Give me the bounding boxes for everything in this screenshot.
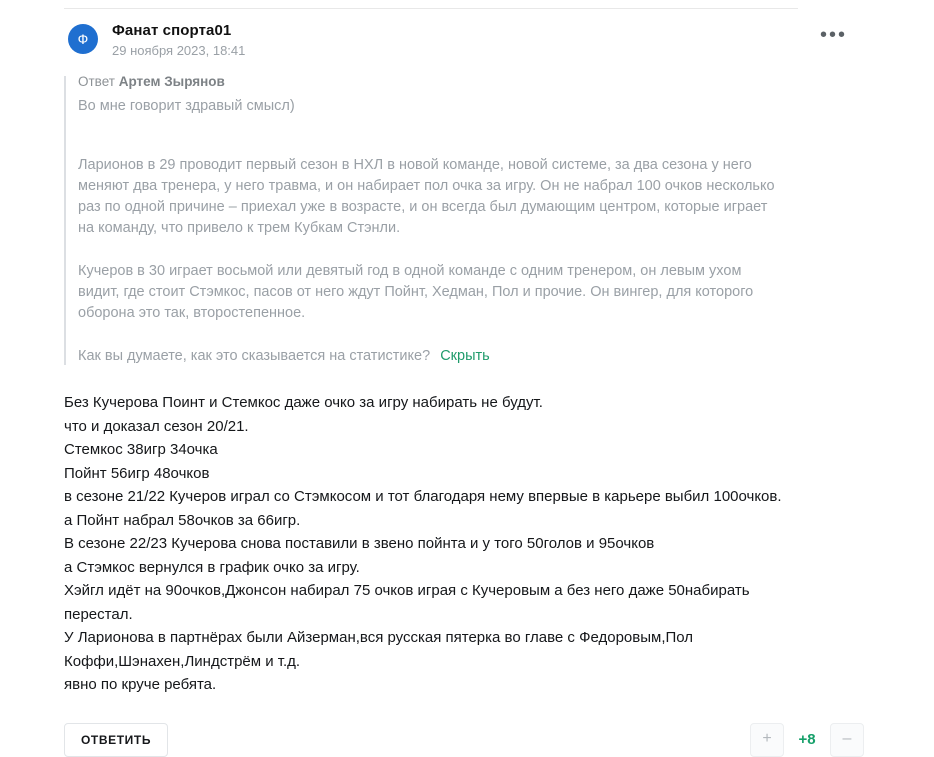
- quote-reply-header: [78, 74, 864, 89]
- comment-date: 29 ноября 2023, 18:41: [112, 43, 246, 58]
- author-block: [112, 22, 245, 58]
- author-name[interactable]: Фанат спорта01: [112, 22, 232, 39]
- comment-line: а Пойнт набрал 58очков за 66игр.: [64, 511, 301, 529]
- quoted-comment: [64, 74, 864, 367]
- comment-body: [64, 391, 804, 697]
- comment-line: что и доказал сезон 20/21.: [64, 417, 249, 435]
- reply-button[interactable]: ОТВЕТИТЬ: [64, 723, 168, 757]
- avatar: Ф: [68, 24, 98, 54]
- vote-controls: [750, 723, 864, 757]
- comment-header: [64, 22, 864, 66]
- comment-line: В сезоне 22/23 Кучерова снова поставили в звено пойнта и у того 50голов и 95очков: [64, 535, 655, 552]
- collapse-quote-link[interactable]: Скрыть: [440, 348, 490, 364]
- top-divider: [64, 8, 798, 9]
- quote-paragraph-3: Как вы думаете, как это сказывается на статистике?: [78, 348, 431, 364]
- comment-line: Хэйгл идёт на 90очков,Джонсон набирал 75 очков играя с Кучеровым а без него даже 50набирать перестал.: [64, 582, 754, 623]
- quote-bar: [64, 76, 66, 365]
- downvote-button[interactable]: –: [830, 723, 864, 757]
- upvote-button[interactable]: +: [750, 723, 784, 757]
- quote-intro: Во мне говорит здравый смысл): [78, 98, 295, 114]
- comment-line: явно по круче ребята.: [64, 676, 217, 693]
- comment-line: в сезоне 21/22 Кучеров играл со Стэмкосом и тот благодаря нему впервые в карьере выбил 100очков.: [64, 488, 782, 505]
- quote-reply-label: Ответ: [78, 74, 115, 89]
- quote-reply-author[interactable]: Артем Зырянов: [118, 74, 225, 89]
- comment-line: Стемкос 38игр 34очка: [64, 441, 218, 458]
- vote-score: +8: [798, 731, 816, 748]
- comment-line: Пойнт 56игр 48очков: [64, 464, 210, 482]
- comment-line: У Ларионова в партнёрах были Айзерман,вся русская пятерка во главе с Федоровым,Пол Коффи,Шэнахен,Линдстрём и т.д.: [64, 629, 698, 670]
- quote-paragraph-1: Ларионов в 29 проводит первый сезон в НХЛ в новой команде, новой системе, за два сезона у него меняют два тренера, у него травма, и он набирает пол очка за игру. Он не набрал 100 очков несколько раз по одной причине – приехал уже в возрасте, и он всегда был думающим центром, которые играет на команду, что привело к трем Кубкам Стэнли.: [78, 157, 775, 236]
- quote-paragraph-2: Кучеров в 30 играет восьмой или девятый год в одной команде с одним тренером, он левым ухом видит, где стоит Стэмкос, пасов от него ждут Пойнт, Хедман, Пол и прочие. Он вингер, для которого оборона это так, второстепенное.: [78, 263, 754, 321]
- more-options-icon[interactable]: •••: [820, 24, 848, 46]
- comment-line: Без Кучерова Поинт и Стемкос даже очко за игру набирать не будут.: [64, 394, 543, 411]
- comment-card: [64, 22, 864, 757]
- quote-body: [78, 96, 778, 367]
- comment-actions: [64, 723, 864, 757]
- quote-paragraph-3-line: [78, 346, 778, 367]
- comment-line: а Стэмкос вернулся в график очко за игру.: [64, 558, 360, 576]
